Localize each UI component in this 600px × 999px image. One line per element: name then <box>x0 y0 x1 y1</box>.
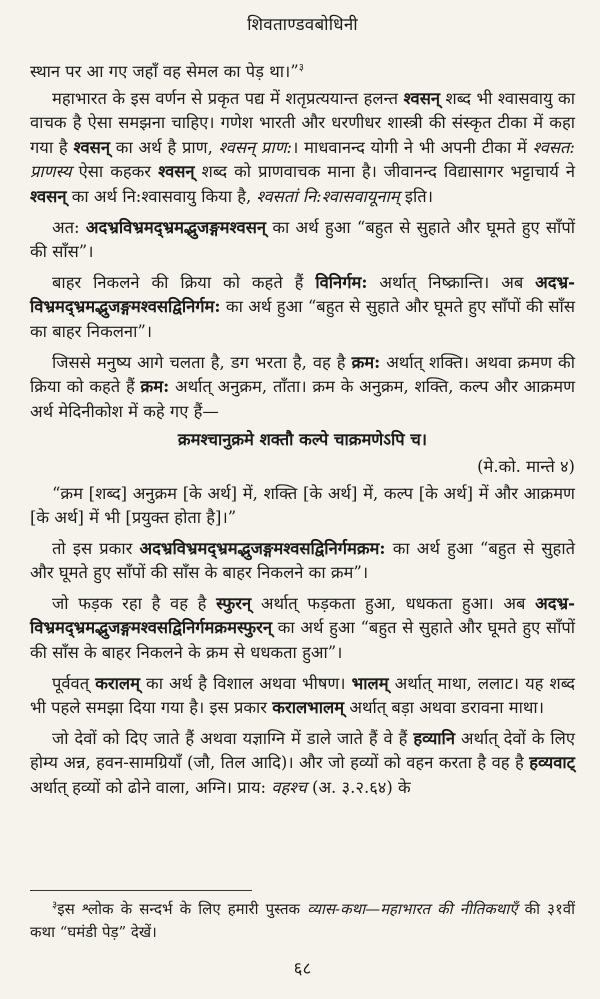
term-shvasan: श्वसन् <box>158 162 195 182</box>
term-sphuran: स्फुरन् <box>216 593 252 613</box>
page-number: ६८ <box>293 959 312 979</box>
quoted-gloss: श्वसतां नि:श्वासवायूनाम् <box>256 186 400 206</box>
footnote-mark: ३ <box>52 900 58 911</box>
verse-source: (मे.को. मान्ते ४) <box>477 456 575 476</box>
compound-term: अदभ्र-विभ्रमद्भ्रमद्भुजङ्गमश्वसद्विनिर्गमक्रमस्फुरन् <box>30 593 575 638</box>
quoted-gloss: श्वसन् प्राण: <box>218 137 293 157</box>
paragraph-1-text: स्थान पर आ गए जहाँ वह सेमल का पेड़ था।” <box>30 62 299 81</box>
quoted-gloss: श्वसत: प्राणस्य <box>30 137 575 182</box>
paragraph-8: जो फड़क रहा है वह है स्फुरन् अर्थात् फड़कता हुआ, धधकता हुआ। अब अदभ्र-विभ्रमद्भ्रमद्भुजङ्गमश्वसद्विनिर्गमक्रमस्फुरन् का अर्थ हुआ “बहुत से सुहाते और घूमते हुए साँपों की साँस के बाहर निकलने के क्रम से धधकता हुआ”। <box>30 593 575 663</box>
footnote-reference: ३ <box>298 62 304 74</box>
paragraph-5: जिससे मनुष्य आगे चलता है, डग भरता है, वह है क्रम: अर्थात् शक्ति। अथवा क्रमण की क्रिया को कहते हैं क्रम: अर्थात् अनुक्रम, ताँता। क्रम के अनुक्रम, शक्ति, कल्प और आक्रमण अर्थ मेदिनीकोश में कहे गए हैं— <box>30 352 576 421</box>
term-shvasan: श्वसन् <box>403 88 441 108</box>
book-title: व्यास-कथा—महाभारत की नीतिकथाएँ <box>307 900 518 918</box>
term-shvasan: श्वसन् <box>73 137 110 157</box>
compound-term: अदभ्रविभ्रमद्भ्रमद्भुजङ्गमश्वसन् <box>85 217 267 237</box>
term-havyani: हव्यानि <box>413 728 455 748</box>
running-title: शिवताण्डवबोधिनी <box>247 15 358 35</box>
term-karalam: करालम् <box>95 673 140 693</box>
term-bhalam: भालम् <box>351 673 389 693</box>
sanskrit-verse: क्रमश्चानुक्रमे शक्तौ कल्पे चाक्रमणेऽपि च। <box>177 430 428 450</box>
compound-term: अदभ्रविभ्रमद्भ्रमद्भुजङ्गमश्वसद्विनिर्गमक्रम: <box>139 538 386 558</box>
paragraph-2: महाभारत के इस वर्णन से प्रकृत पद्य में शतृप्रत्ययान्त हलन्त श्वसन् शब्द भी श्वासवायु का वाचक है ऐसा समझना चाहिए। गणेश भारती और धरणीधर शास्त्री की संस्कृत टीका में कहा गया है श्वसन् का अर्थ है प्राण, श्वसन् प्राण:। माधवानन्द योगी ने भी अपनी टीका में श्वसत: प्राणस्य ऐसा कहकर श्वसन् शब्द को प्राणवाचक माना है। जीवानन्द विद्यासागर भट्टाचार्य ने श्वसन् का अर्थ नि:श्वासवायु किया है, श्वसतां नि:श्वासवायूनाम् इति। <box>30 88 575 206</box>
footnote: $^३$इस श्लोक के सन्दर्भ के लिए हमारी पुस्तक व्यास-कथा—महाभारत की नीतिकथाएँ की ३१वीं कथा “घमंडी पेड़” देखें। <box>30 900 575 941</box>
term-shvasan: श्वसन् <box>30 186 67 206</box>
paragraph-9: पूर्ववत् करालम् का अर्थ है विशाल अथवा भीषण। भालम् अर्थात् माथा, ललाट। यह शब्द भी पहले समझा दिया गया है। इस प्रकार करालभालम् अर्थात् बड़ा अथवा डरावना माथा। <box>30 673 575 718</box>
sutra-citation: वहश्च <box>271 778 307 798</box>
footnote-divider <box>30 890 252 891</box>
paragraph-1 <box>30 60 575 85</box>
book-page <box>30 0 575 999</box>
paragraph-3: अत: अदभ्रविभ्रमद्भ्रमद्भुजङ्गमश्वसन् का अर्थ हुआ “बहुत से सुहाते और घूमते हुए साँपों की साँस”। <box>30 217 575 262</box>
term-krama: क्रम: <box>140 377 170 397</box>
paragraph-6: “क्रम [शब्द] अनुक्रम [के अर्थ] में, शक्ति [के अर्थ] में, कल्प [के अर्थ] में और आक्रमण [के अर्थ] में भी [प्रयुक्त होता है]।” <box>30 483 575 528</box>
term-karalabhalam: करालभालम् <box>272 698 345 718</box>
term-krama: क्रम: <box>351 352 381 372</box>
paragraph-10: जो देवों को दिए जाते हैं अथवा यज्ञाग्नि में डाले जाते हैं वे हैं हव्यानि अर्थात् देवों के लिए होम्य अन्न, हवन-सामग्रियाँ (जौ, तिल आदि)। और जो हव्यों को वहन करता है वह है हव्यवाट् अर्थात् हव्यों को ढोने वाला, अग्नि। प्राय: वहश्च (अ. ३.२.६४) के <box>30 728 575 798</box>
term-havyavat: हव्यवाट् <box>529 753 575 773</box>
paragraph-4: बाहर निकलने की क्रिया को कहते हैं विनिर्गम: अर्थात् निष्क्रान्ति। अब अदभ्र-विभ्रमद्भ्रमद्भुजङ्गमश्वसद्विनिर्गम: का अर्थ हुआ “बहुत से सुहाते और घूमते हुए साँपों की साँस का बाहर निकलना”। <box>30 272 575 341</box>
body-text <box>30 60 575 803</box>
paragraph-7: तो इस प्रकार अदभ्रविभ्रमद्भ्रमद्भुजङ्गमश्वसद्विनिर्गमक्रम: का अर्थ हुआ “बहुत से सुहाते और घूमते हुए साँपों की साँस के बाहर निकलने का क्रम”। <box>30 538 575 583</box>
compound-term: अदभ्र-विभ्रमद्भ्रमद्भुजङ्गमश्वसद्विनिर्गम: <box>30 272 575 317</box>
term-vinirgama: विनिर्गम: <box>315 272 368 292</box>
